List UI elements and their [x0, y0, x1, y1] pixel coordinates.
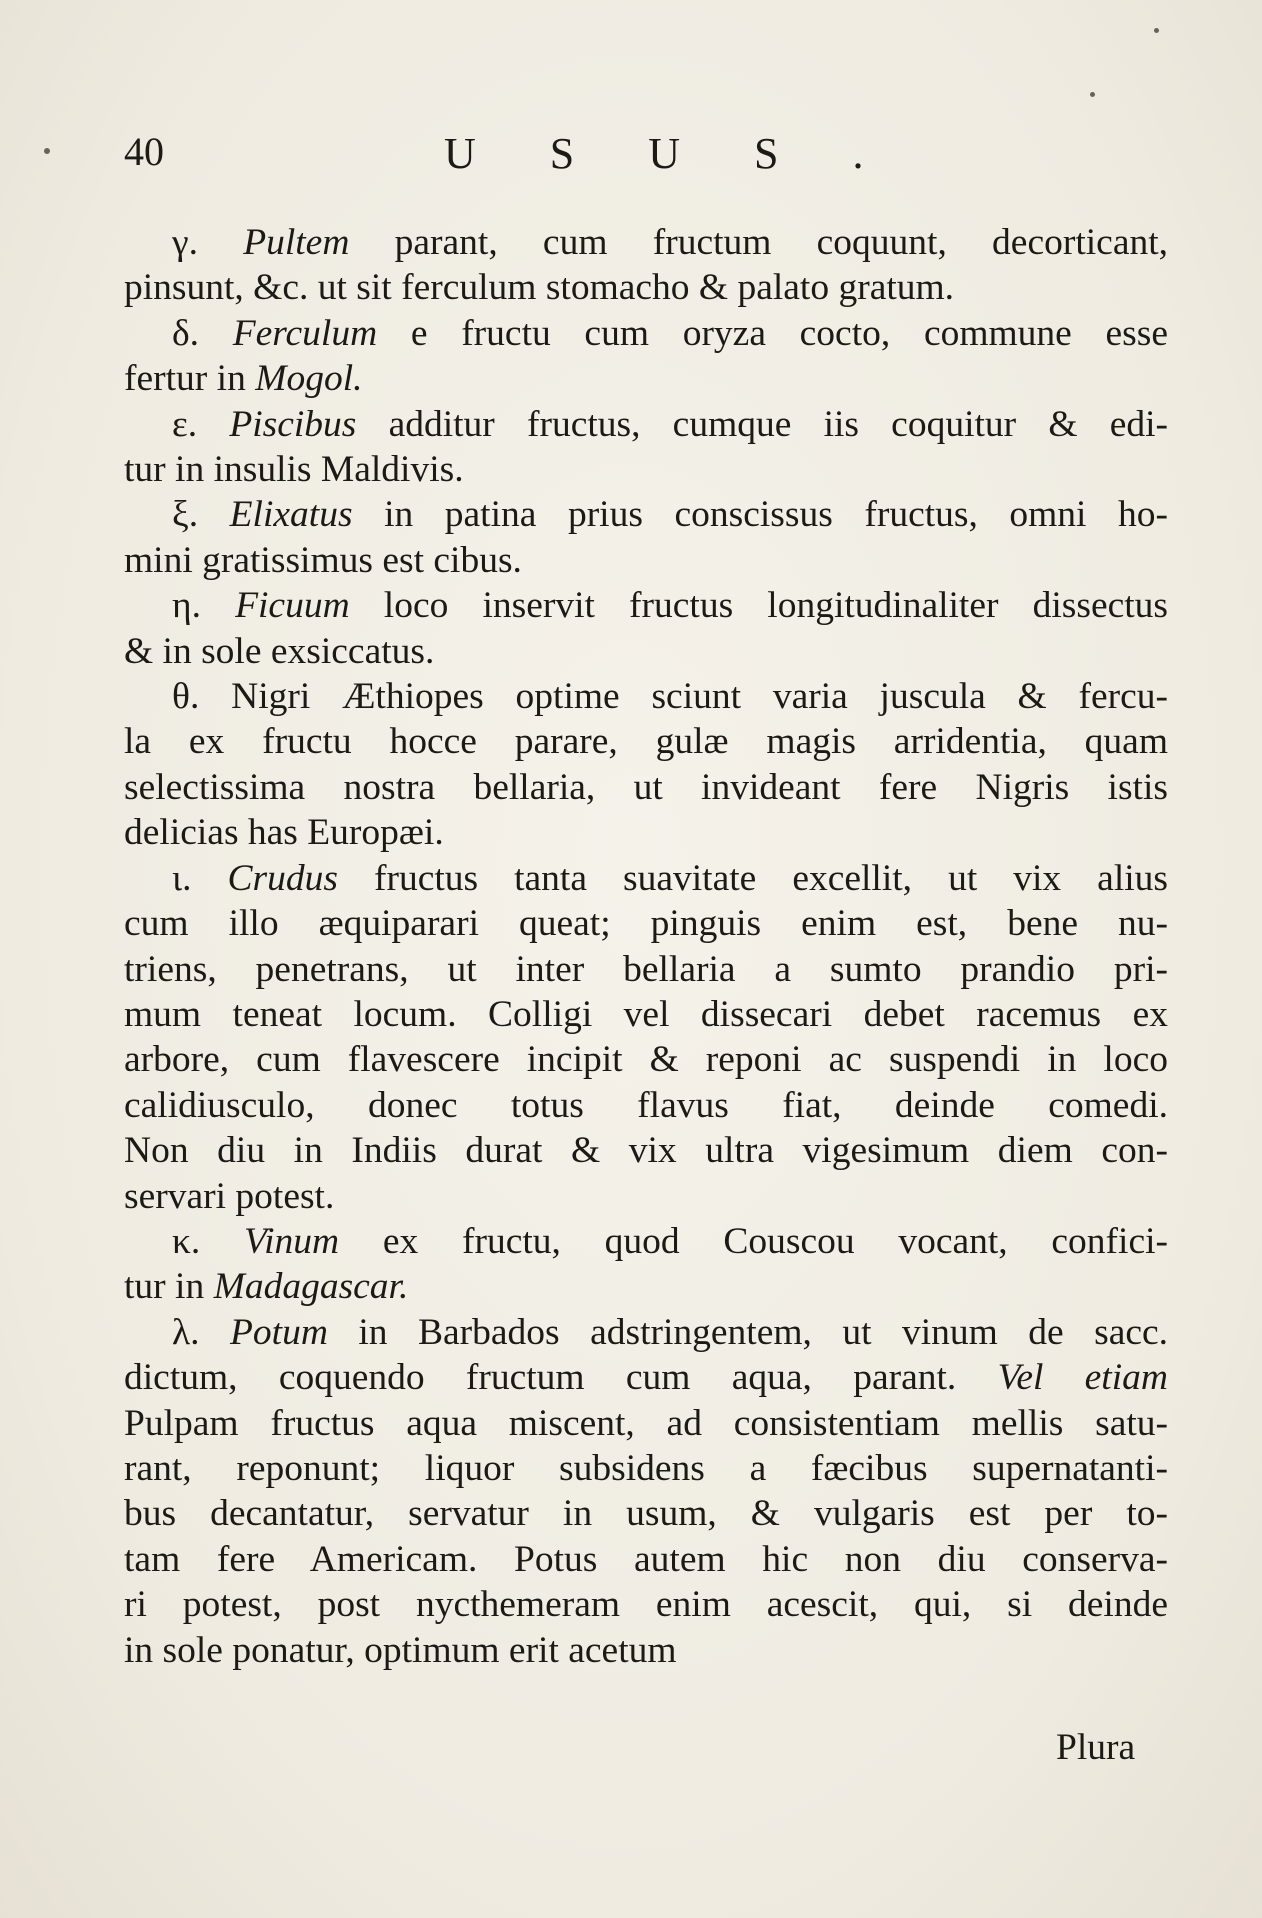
text-line — [124, 583, 1168, 628]
body-text — [124, 220, 1168, 1673]
italic-text: Piscibus — [229, 403, 357, 445]
paper-speck — [1154, 28, 1159, 33]
text-line — [124, 1174, 1168, 1219]
text-run: additur fructus, cumque iis coquitur & edi- — [356, 403, 1168, 445]
italic-text: Potum — [230, 1311, 328, 1353]
text-run: la ex fructu hocce parare, gulæ magis arridentia, quam — [124, 721, 1168, 763]
text-run: rant, reponunt; liquor subsidens a fæcibus supernatanti- — [124, 1447, 1168, 1489]
text-line — [124, 1264, 1168, 1309]
text-line — [124, 1491, 1168, 1536]
text-run: loco inservit fructus longitudinaliter dissectus — [349, 585, 1168, 627]
text-run: fertur in — [124, 358, 256, 400]
text-line — [124, 311, 1168, 356]
italic-text: Madagascar. — [213, 1266, 409, 1308]
paragraph-marker: κ. — [172, 1220, 201, 1262]
paragraph — [124, 220, 1168, 311]
text-line — [124, 1628, 1168, 1673]
paragraph — [124, 583, 1168, 674]
text-run: ex fructu, quod Couscou vocant, confici- — [339, 1220, 1168, 1262]
text-run: in sole ponatur, optimum erit acetum — [124, 1629, 677, 1671]
text-run: Nigri Æthiopes optime sciunt varia juscula & fercu- — [231, 676, 1168, 718]
text-line — [124, 674, 1168, 719]
text-run: tur in insulis Maldivis. — [124, 449, 464, 491]
italic-text: Elixatus — [229, 494, 353, 536]
text-run: Pulpam fructus aqua miscent, ad consistentiam mellis satu- — [124, 1402, 1168, 1444]
paragraph — [124, 1310, 1168, 1673]
paragraph-marker: θ. — [172, 676, 200, 718]
text-run: parant, cum fructum coquunt, decorticant, — [349, 222, 1168, 263]
text-line — [124, 265, 1168, 310]
paragraph-marker: η. — [172, 585, 201, 627]
text-line — [124, 1310, 1168, 1355]
text-line — [124, 1537, 1168, 1582]
text-line — [124, 765, 1168, 810]
italic-text: Vinum — [244, 1220, 340, 1262]
paper-speck — [1090, 92, 1095, 97]
text-run: fructus tanta suavitate excellit, ut vix alius — [337, 857, 1168, 899]
text-line — [124, 1355, 1168, 1400]
text-run: mum teneat locum. Colligi vel dissecari debet racemus ex — [124, 993, 1168, 1035]
italic-text: Pultem — [243, 222, 350, 263]
text-line — [124, 1083, 1168, 1128]
paragraph — [124, 492, 1168, 583]
text-run: ri potest, post nycthemeram enim acescit, qui, si deinde — [124, 1584, 1168, 1626]
text-line — [124, 1037, 1168, 1082]
text-line — [124, 992, 1168, 1037]
catchword: Plura — [1056, 1727, 1136, 1768]
italic-text: Vel etiam — [997, 1357, 1168, 1399]
text-run: servari potest. — [124, 1175, 335, 1217]
italic-text: Ferculum — [232, 312, 378, 354]
italic-text: Crudus — [227, 857, 338, 899]
text-line — [124, 1401, 1168, 1446]
paragraph-marker: δ. — [172, 312, 200, 354]
text-line — [124, 1582, 1168, 1627]
text-line — [124, 719, 1168, 764]
paragraph — [124, 1219, 1168, 1310]
paragraph-marker: ξ. — [172, 494, 199, 536]
paragraph-marker: λ. — [172, 1311, 200, 1353]
paragraph-marker: ε. — [172, 403, 198, 445]
paragraph-marker: ι. — [172, 857, 192, 899]
text-run: triens, penetrans, ut inter bellaria a sumto prandio pri- — [124, 948, 1168, 990]
paper-speck — [44, 148, 50, 154]
text-run: in Barbados adstringentem, ut vinum de sacc. — [327, 1311, 1168, 1353]
text-line — [124, 1446, 1168, 1491]
text-line — [124, 1219, 1168, 1264]
text-run: pinsunt, &c. ut sit ferculum stomacho & palato gratum. — [124, 267, 955, 309]
text-line — [124, 810, 1168, 855]
running-head: USUS. — [444, 129, 938, 178]
text-run: tam fere Americam. Potus autem hic non diu conserva- — [124, 1538, 1168, 1580]
text-run: & in sole exsiccatus. — [124, 630, 435, 672]
text-run: Non diu in Indiis durat & vix ultra vigesimum diem con- — [124, 1130, 1168, 1172]
text-run: selectissima nostra bellaria, ut invideant fere Nigris istis — [124, 766, 1168, 808]
text-line — [124, 356, 1168, 401]
paragraph — [124, 674, 1168, 856]
text-line — [124, 402, 1168, 447]
text-run: bus decantatur, servatur in usum, & vulgaris est per to- — [124, 1493, 1168, 1535]
italic-text: Ficuum — [235, 585, 350, 627]
text-run: tur in — [124, 1266, 214, 1308]
text-run: cum illo æquiparari queat; pinguis enim est, bene nu- — [124, 903, 1168, 945]
text-run: arbore, cum flavescere incipit & reponi ac suspendi in loco — [124, 1039, 1168, 1081]
page-header — [124, 128, 1164, 188]
text-run: in patina prius conscissus fructus, omni ho- — [352, 494, 1168, 536]
text-run: dictum, coquendo fructum cum aqua, parant. — [124, 1357, 998, 1399]
text-line — [124, 538, 1168, 583]
text-line — [124, 629, 1168, 674]
text-run: mini gratissimus est cibus. — [124, 539, 522, 581]
text-line — [124, 447, 1168, 492]
text-line — [124, 947, 1168, 992]
paragraph — [124, 856, 1168, 1219]
page-number: 40 — [124, 129, 164, 174]
text-line — [124, 492, 1168, 537]
text-run: e fructu cum oryza cocto, commune esse — [377, 312, 1168, 354]
text-run: delicias has Europæi. — [124, 812, 444, 854]
text-line — [124, 220, 1168, 265]
text-line — [124, 901, 1168, 946]
italic-text: Mogol. — [255, 358, 363, 400]
text-line — [124, 856, 1168, 901]
paragraph — [124, 402, 1168, 493]
paragraph-marker: γ. — [172, 222, 198, 263]
paragraph — [124, 311, 1168, 402]
text-run: calidiusculo, donec totus flavus fiat, deinde comedi. — [124, 1084, 1168, 1126]
text-line — [124, 1128, 1168, 1173]
